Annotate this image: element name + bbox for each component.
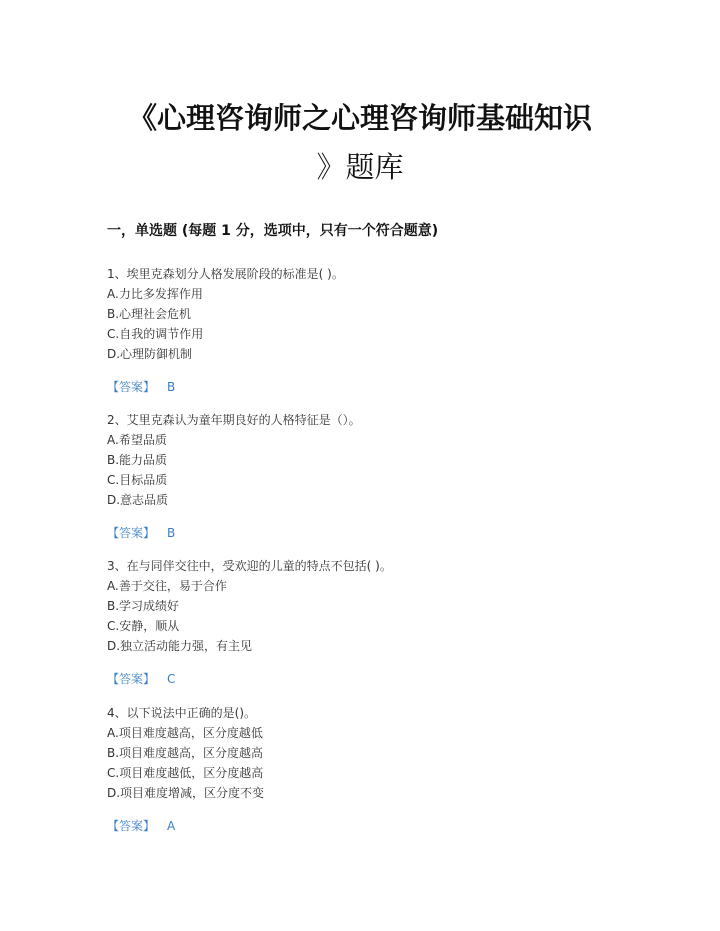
option-a: A.善于交往，易于合作 — [107, 579, 227, 593]
option-list — [107, 723, 627, 803]
option-d: D.项目难度增减，区分度不变 — [107, 786, 265, 800]
option-a: A.项目难度越高，区分度越低 — [107, 726, 263, 740]
question-1 — [107, 264, 627, 397]
answer-line — [107, 669, 627, 689]
question-4 — [107, 703, 627, 836]
question-stem: 4、以下说法中正确的是()。 — [107, 706, 256, 720]
option-b: B.能力品质 — [107, 453, 168, 467]
section-heading: 一，单选题 (每题 1 分，选项中，只有一个符合题意) — [107, 223, 439, 239]
question-2 — [107, 410, 627, 543]
option-d: D.意志品质 — [107, 493, 169, 507]
option-list — [107, 284, 627, 364]
question-stem: 3、在与同伴交往中，受欢迎的儿童的特点不包括( )。 — [107, 559, 392, 573]
answer-label: 【答案】 — [107, 819, 156, 833]
document-title — [100, 94, 620, 192]
answer-value: B — [167, 526, 176, 540]
option-d: D.心理防御机制 — [107, 347, 193, 361]
option-b: B.学习成绩好 — [107, 599, 180, 613]
question-3 — [107, 556, 627, 689]
option-list — [107, 576, 627, 656]
answer-value: A — [167, 819, 176, 833]
option-c: C.项目难度越低，区分度越高 — [107, 766, 264, 780]
option-c: C.安静，顺从 — [107, 619, 180, 633]
option-a: A.希望品质 — [107, 433, 167, 447]
answer-value: B — [167, 380, 176, 394]
question-stem: 2、艾里克森认为童年期良好的人格特征是（）。 — [107, 413, 361, 427]
answer-label: 【答案】 — [107, 380, 156, 394]
option-b: B.心理社会危机 — [107, 307, 192, 321]
answer-label: 【答案】 — [107, 672, 156, 686]
option-b: B.项目难度越高，区分度越高 — [107, 746, 264, 760]
option-a: A.力比多发挥作用 — [107, 287, 203, 301]
document-title-line2: 》题库 — [316, 150, 404, 184]
question-stem: 1、埃里克森划分人格发展阶段的标准是( )。 — [107, 267, 344, 281]
answer-line — [107, 816, 627, 836]
option-c: C.目标品质 — [107, 473, 168, 487]
option-c: C.自我的调节作用 — [107, 327, 204, 341]
answer-value: C — [167, 672, 176, 686]
document-title-line1: 《心理咨询师之心理咨询师基础知识 — [127, 101, 592, 135]
answer-line — [107, 523, 627, 543]
option-d: D.独立活动能力强，有主见 — [107, 639, 253, 653]
answer-label: 【答案】 — [107, 526, 156, 540]
option-list — [107, 430, 627, 510]
answer-line — [107, 377, 627, 397]
